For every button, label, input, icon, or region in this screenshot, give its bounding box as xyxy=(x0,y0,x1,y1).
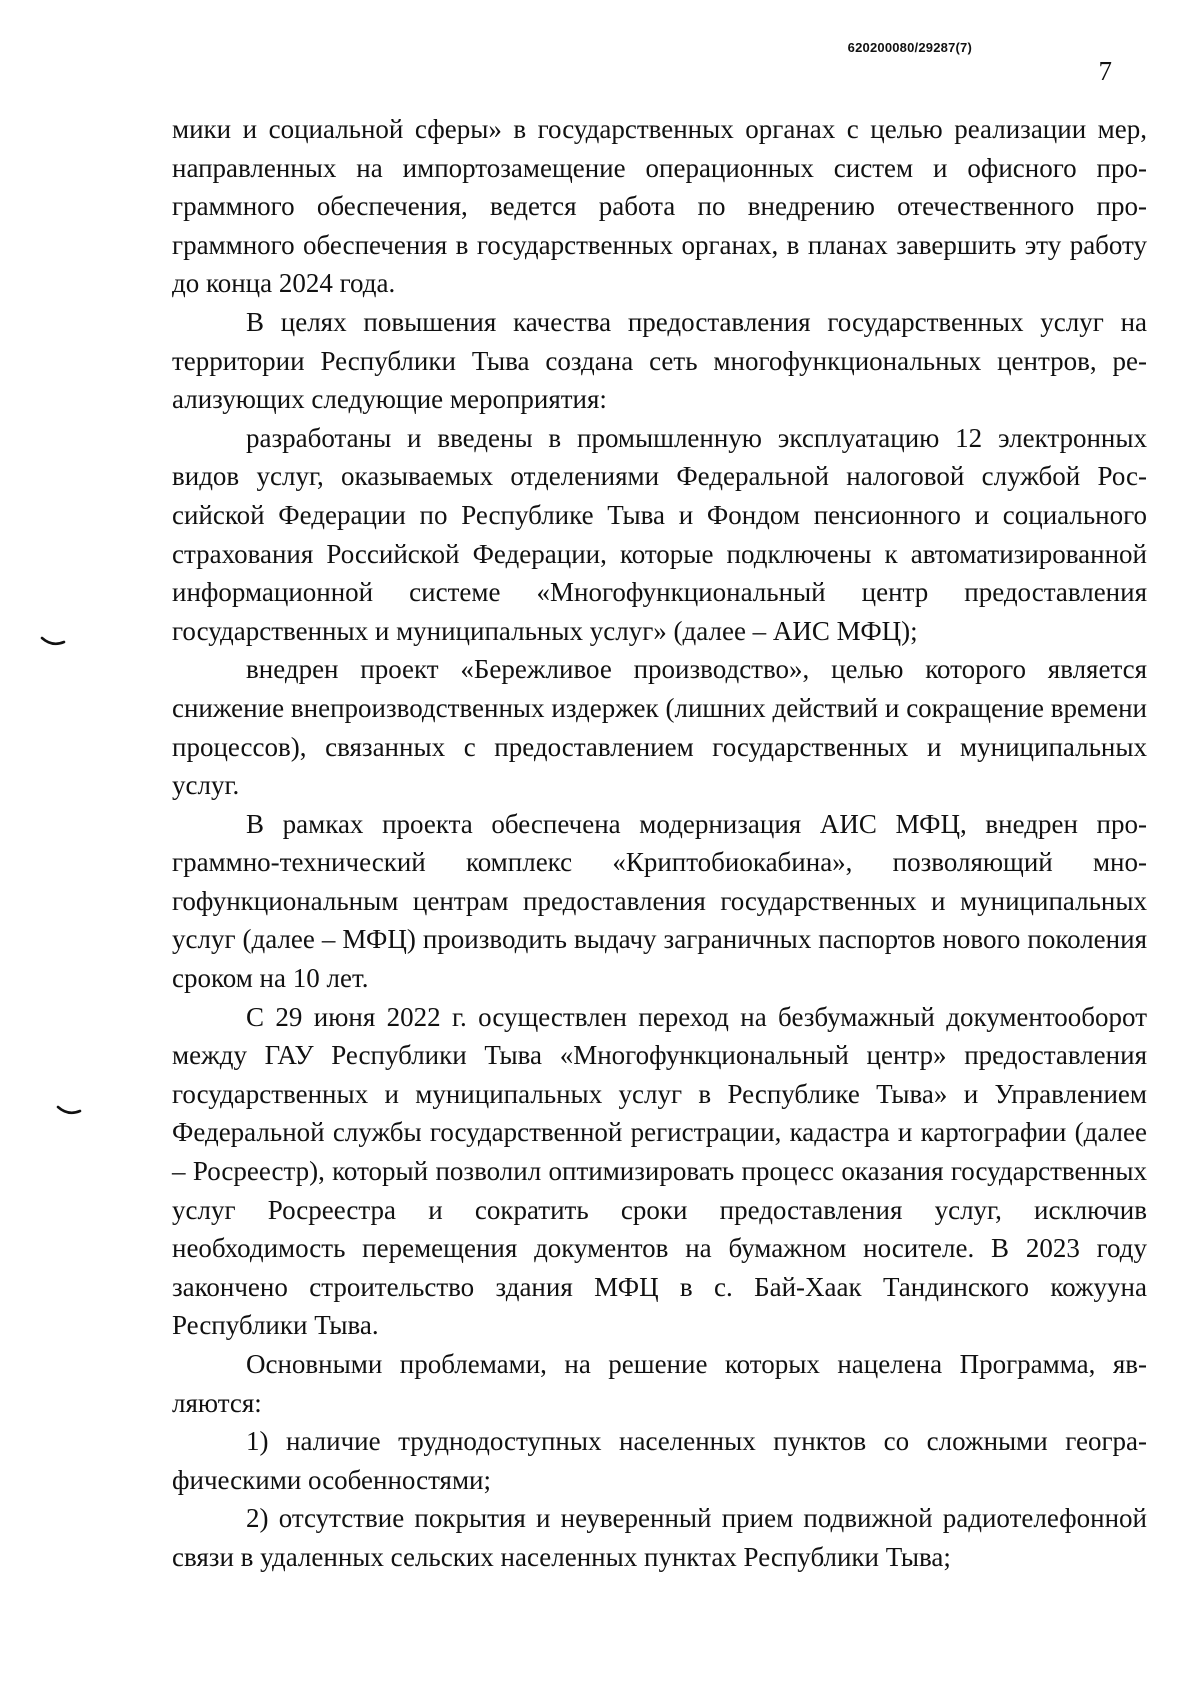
paragraph: Основными проблемами, на решение которых нацелена Программа, являются: xyxy=(172,1349,1147,1418)
list-item: 2) отсутствие покрытия и неуверенный прием подвижной радиотелефонной связи в удаленных сельских населенных пунктах Республики Тыва; xyxy=(172,1503,1147,1572)
paragraph: В целях повышения качества предоставления государственных услуг на территории Республики Тыва создана сеть многофункциональных центров, реализующих следующие мероприятия: xyxy=(172,306,1147,415)
list-item: 1) наличие труднодоступных населенных пунктов со сложными географическими особенностями; xyxy=(172,1426,1147,1495)
margin-mark xyxy=(40,636,66,648)
paragraph: С 29 июня 2022 г. осуществлен переход на безбумажный документооборот между ГАУ Республики Тыва «Многофункциональный центр» предоставления государственных и муниципальных услуг в Республике Тыва» и Управлением Федеральной службы государственной регистрации, кадастра и картографии (далее – Росреестр), который позволил оптимизировать процесс оказания государственных услуг Росреестра и сократить сроки предоставления услуг, исключив необходимость перемещения документов на бумажном носителе. В 2023 году закончено строительство здания МФЦ в с. Бай-Хаак Тандинского кожууна Республики Тыва. xyxy=(172,1001,1147,1341)
document-id: 620200080/29287(7) xyxy=(847,40,972,55)
paragraph: внедрен проект «Бережливое производство», целью которого является снижение внепроизводственных издержек (лишних действий и сокращение времени процессов), связанных с предоставлением государственных и муниципальных услуг. xyxy=(172,654,1147,801)
page-number: 7 xyxy=(1098,56,1112,86)
margin-mark xyxy=(56,1105,82,1117)
paragraph: В рамках проекта обеспечена модернизация АИС МФЦ, внедрен программно-технический комплекс «Криптобиокабина», позволяющий многофункциональным центрам предоставления государственных и муниципальных услуг (далее – МФЦ) производить выдачу заграничных паспортов нового поколения сроком на 10 лет. xyxy=(172,808,1147,994)
paragraph: мики и социальной сферы» в государственных органах с целью реализации мер, направленных на импортозамещение операционных систем и офисного программного обеспечения, ведется работа по внедрению отечественного программного обеспечения в государственных органах, в планах завершить эту работу до конца 2024 года. xyxy=(172,114,1147,299)
paragraph: разработаны и введены в промышленную эксплуатацию 12 электронных видов услуг, оказываемых отделениями Федеральной налоговой службой Российской Федерации по Республике Тыва и Фондом пенсионного и социального страхования Российской Федерации, которые подключены к автоматизированной информационной системе «Многофункциональный центр предоставления государственных и муниципальных услуг» (далее – АИС МФЦ); xyxy=(172,422,1147,646)
document-body xyxy=(172,110,1147,1577)
